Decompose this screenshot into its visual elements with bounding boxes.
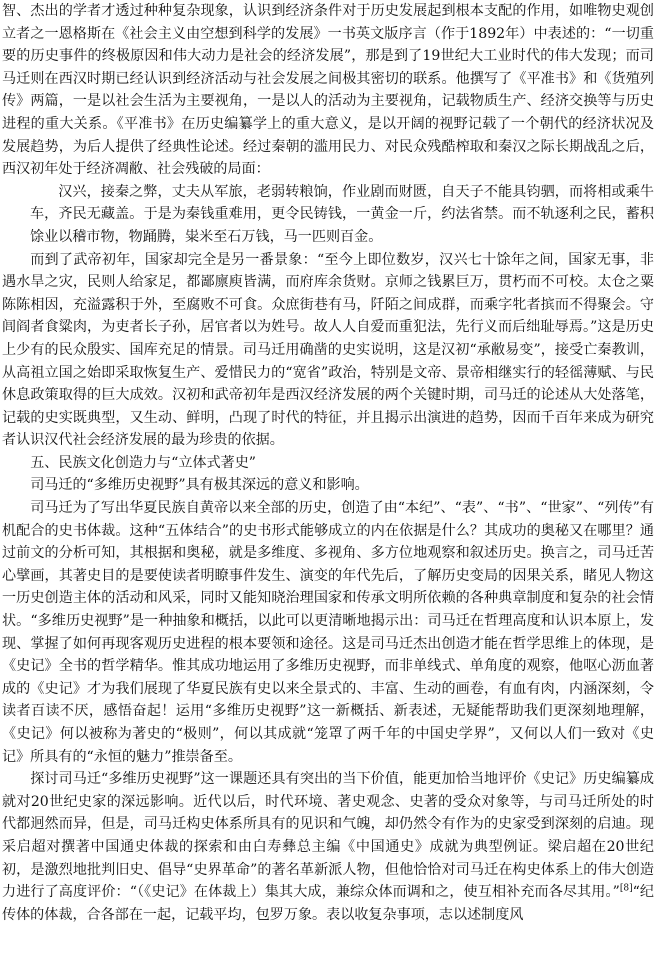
- paragraph-five-forms: 司马迁为了写出华夏民族自黄帝以来全部的历史，创造了由“本纪”、“表”、“书”、“世家”、“列传”有机配合的史书体裁。这种“五体结合”的史书形式能够成立的内在依据是什么？其成功的奥秘又在哪里？通过前文的分析可知，其根据和奥秘，就是多维度、多视角、多方位地观察和叙述历史。换言之，司马迁苦心擘画，其著史目的是要使读者明瞭事件发生、演变的年代先后，了解历史变局的因果关系，睹见人物这一历史创造主体的活动和风采，同时又能知晓治理国家和传承文明所依赖的各种典章制度和复杂的社会情状。“多维历史视野”是一种抽象和概括，以此可以更清晰地揭示出：司马迁在哲理高度和认识本原上，发现、掌握了如何再现客观历史进程的根本要领和途径。这是司马迁杰出创造才能在哲学思维上的体现，是《史记》全书的哲学精华。惟其成功地运用了多维历史视野，而非单线式、单角度的观察，他呕心沥血著成的《史记》才为我们展现了华夏民族有史以来全景式的、丰富、生动的画卷，有血有肉，内涵深刻，令读者百读不厌，感悟奋起！运用“多维历史视野”这一新概括、新表述，无疑能帮助我们更深刻地理解，《史记》何以被称为著史的“极则”，何以其成就“笼罩了两千年的中国史学界”，又何以人们一致对《史记》所具有的“永恒的魅力”推崇备至。: [2, 500, 654, 765]
- paragraph-intro: 司马迁的“多维历史视野”具有极其深远的意义和影响。: [30, 477, 369, 494]
- paragraph-continuation: 智、杰出的学者才透过种种复杂现象，认识到经济条件对于历史发展起到根本支配的作用，如唯物史观创立者之一恩格斯在《社会主义由空想到科学的发展》一书英文版序言（作于1892年）中表述的：“一切重要的历史事件的终极原因和伟大动力是社会的经济发展”，那是到了19世纪大工业时代的伟大发现；而司马迁则在西汉时期已经认识到经济活动与社会发展之间极其密切的联系。他撰写了《平准书》和《货殖列传》两篇，一是以社会生活为主要视角，一是以人的活动为主要视角，记载物质生产、经济交换等与历史进程的重大关系。《平准书》在历史编纂学上的重大意义，是以开阔的视野记载了一个朝代的经济状况及发展趋势，为后人提供了经典性论述。经过秦朝的滥用民力、对民众残酷榨取和秦汉之际长期战乱之后，西汉初年处于经济凋敝、社会残破的局面：: [2, 3, 654, 178]
- paragraph-text-after-note: “纪传体的体裁，合各部在一起，记载平均，包罗万象。表以收复杂事项，志以述制度风: [2, 884, 654, 923]
- paragraph-text-before-note: 探讨司马迁“多维历史视野”这一课题还具有突出的当下价值，能更加恰当地评价《史记》历史编纂成就对20世纪史家的深远影响。近代以后，时代环境、著史观念、史著的受众对象等，与司马迁所处的时代都迥然而异，但是，司马迁构史体系所具有的见识和气魄，却仍然令有作为的史家受到深刻的启迪。现采启超对撰著中国通史体裁的探索和由白寿彝总主编《中国通史》成就为典型例证。梁启超在20世纪初，是激烈地批判旧史、倡导“史界革命”的著名革新派人物，但他恰恰对司马迁在构史体系上的伟大创造力进行了高度评价：“（《史记》在体裁上）集其大成，兼综众体而调和之，使互相补充而各尽其用。”: [2, 771, 654, 901]
- paragraph-modern-value: [2, 768, 654, 926]
- section-heading: 五、民族文化创造力与“立体式著史”: [30, 454, 257, 471]
- block-quote: 汉兴，接秦之弊，丈夫从军旅，老弱转粮饷，作业剧而财匮，自天子不能具钧驷，而将相或乘牛车，齐民无藏盖。于是为秦钱重难用，更令民铸钱，一黄金一斤，约法省禁。而不轨逐利之民，蓄积馀业以稽市物，物踊腾，粜米至石万钱，马一匹则百金。: [30, 183, 654, 245]
- paragraph-wudi-era: 而到了武帝初年，国家却完全是另一番景象：“至今上即位数岁，汉兴七十馀年之间，国家无事，非遇水旱之灾，民则人给家足，都鄙廪庾皆满，而府库余货财。京师之钱累巨万，贯朽而不可校。太仓之粟陈陈相因，充溢露积于外，至腐败不可食。众庶街巷有马，阡陌之间成群，而乘字牝者摈而不得聚会。守闾阎者食粱肉，为吏者长子孙，居官者以为姓号。故人人自爱而重犯法，先行义而后绌耻辱焉。”这是历史上少有的民众殷实、国库充足的情景。司马迁用确凿的史实说明，这是汉初“承敝易变”，接受亡秦教训，从高祖立国之始即采取恢复生产、爱惜民力的“宽省”政治，特别是文帝、景帝相继实行的轻徭薄赋、与民休息政策取得的巨大成效。汉初和武帝初年是西汉经济发展的两个关键时期，司马迁的论述从大处落笔，记载的史实既典型，又生动、鲜明，凸现了时代的特征，并且揭示出演进的趋势，因而千百年来成为研究者认识汉代社会经济发展的最为珍贵的依据。: [2, 251, 654, 449]
- footnote-marker[interactable]: [8]: [619, 883, 633, 894]
